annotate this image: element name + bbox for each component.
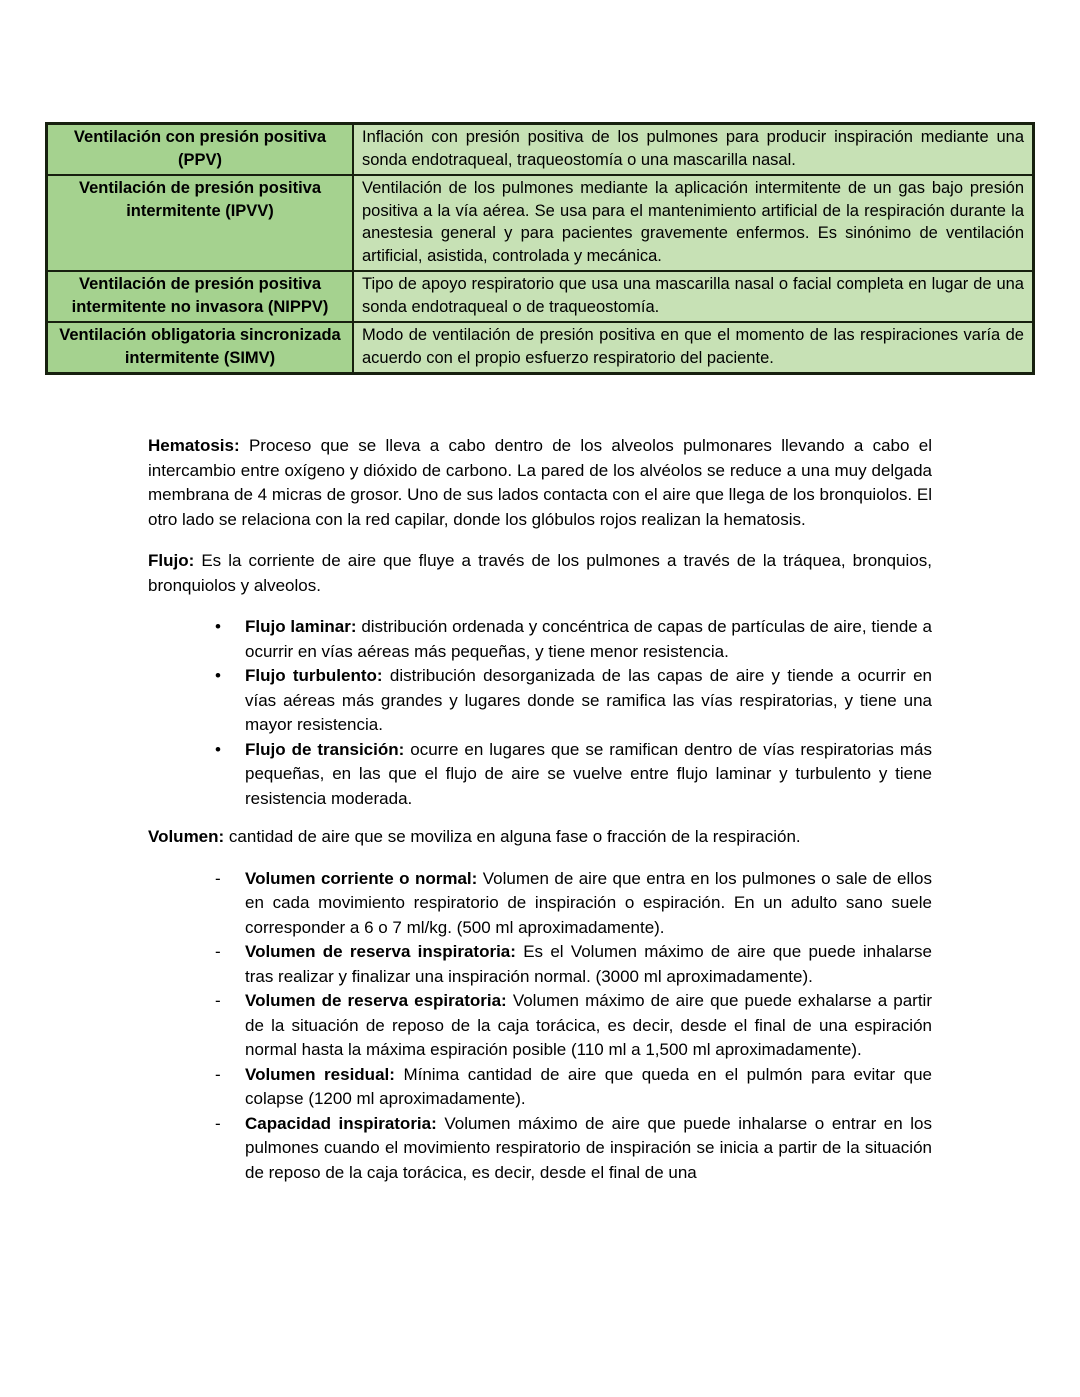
paragraph-text: cantidad de aire que se moviliza en alguna fase o fracción de la respiración. <box>228 827 801 846</box>
term-cell-nippv: Ventilación de presión positiva intermitente no invasora (NIPPV) <box>47 271 354 322</box>
term-label: Volumen de reserva inspiratoria: <box>245 942 516 961</box>
list-item-text <box>245 1112 932 1186</box>
list-item <box>148 664 932 738</box>
paragraph-flujo <box>148 549 932 598</box>
dash-marker: - <box>215 991 221 1010</box>
list-item-text <box>245 615 932 664</box>
list-item-text <box>245 664 932 738</box>
bullet-icon: • <box>215 739 221 759</box>
bullet-icon: • <box>215 666 221 685</box>
item-body: distribución ordenada y concéntrica de capas de partículas de aire, tiende a ocurrir en vías aéreas más pequeñas, y tiene menor resistencia. <box>245 617 932 661</box>
dash-marker: - <box>215 1113 221 1133</box>
term-cell-ipvv: Ventilación de presión positiva intermitente (IPVV) <box>47 175 354 271</box>
term-label: Flujo turbulento: <box>245 666 383 685</box>
term-label: Flujo de transición: <box>245 739 405 759</box>
ventilation-definitions-table <box>45 122 1035 375</box>
paragraph-text: Proceso que se lleva a cabo dentro de los alveolos pulmonares llevando a cabo el intercambio entre oxígeno y dióxido de carbono. La pared de los alvéolos se reduce a una muy delgada membrana de 4 micras de grosor. Uno de sus lados contacta con el aire que llega de los bronquiolos. El otro lado se relaciona con la red capilar, donde los glóbulos rojos realizan la hematosis. <box>148 436 932 529</box>
paragraph-hematosis <box>148 434 932 532</box>
dash-marker: - <box>215 942 221 961</box>
term-label: Volumen: <box>148 827 225 846</box>
list-item <box>148 1063 932 1112</box>
list-item <box>148 1112 932 1186</box>
list-item <box>148 615 932 664</box>
table-row <box>47 322 1034 374</box>
list-item-text <box>245 1063 932 1112</box>
term-label: Flujo laminar: <box>245 617 357 636</box>
definition-cell-ppv: Inflación con presión positiva de los pulmones para producir inspiración mediante una sonda endotraqueal, traqueostomía o una mascarilla nasal. <box>353 124 1034 176</box>
term-label: Hematosis: <box>148 436 240 455</box>
item-body: Volumen máximo de aire que puede inhalarse o entrar en los pulmones cuando el movimiento respiratorio de inspiración se inicia a partir de la situación de reposo de la caja torácica, es decir, desde el final de una <box>245 1113 932 1182</box>
table-row <box>47 175 1034 271</box>
body-text <box>148 434 932 1199</box>
item-body: Volumen de aire que entra en los pulmones o sale de ellos en cada movimiento respiratorio de inspiración o espiración. En un adulto sano suele corresponder a 6 o 7 ml/kg. (500 ml aproximadamente). <box>245 868 932 937</box>
list-item <box>148 989 932 1063</box>
list-item <box>148 738 932 812</box>
definition-cell-nippv: Tipo de apoyo respiratorio que usa una mascarilla nasal o facial completa en lugar de una sonda endotraqueal o de traqueostomía. <box>353 271 1034 322</box>
item-body: Volumen máximo de aire que puede exhalarse a partir de la situación de reposo de la caja torácica, es decir, desde el final de una espiración normal hasta la máxima espiración posible (110 ml a 1,500 ml aproximadamente). <box>245 991 932 1059</box>
list-item <box>148 867 932 941</box>
definition-cell-simv: Modo de ventilación de presión positiva en que el momento de las respiraciones varía de acuerdo con el propio esfuerzo respiratorio del paciente. <box>353 322 1034 374</box>
term-cell-simv: Ventilación obligatoria sincronizada intermitente (SIMV) <box>47 322 354 374</box>
dash-marker: - <box>215 1064 221 1084</box>
list-item-text <box>245 867 932 941</box>
item-body: Es el Volumen máximo de aire que puede inhalarse tras realizar y finalizar una inspiración normal. (3000 ml aproximadamente). <box>245 942 932 986</box>
term-label: Volumen corriente o normal: <box>245 868 478 888</box>
list-item-text <box>245 989 932 1063</box>
item-body: distribución desorganizada de las capas de aire y tiende a ocurrir en vías aéreas más grandes y lugares donde se ramifica las vías respiratorias, y tiene una mayor resistencia. <box>245 666 932 734</box>
list-item <box>148 940 932 989</box>
list-item-text <box>245 940 932 989</box>
table-row <box>47 271 1034 322</box>
dash-marker: - <box>215 868 221 888</box>
item-body: ocurre en lugares que se ramifican dentro de vías respiratorias más pequeñas, en las que el flujo de aire se vuelve entre flujo laminar y turbulento y tiene resistencia moderada. <box>245 739 932 808</box>
paragraph-volumen <box>148 825 932 850</box>
item-body: Mínima cantidad de aire que queda en el pulmón para evitar que colapse (1200 ml aproximadamente). <box>245 1064 932 1108</box>
volumen-types-list <box>148 867 932 1186</box>
term-label: Volumen de reserva espiratoria: <box>245 991 507 1010</box>
definition-cell-ipvv: Ventilación de los pulmones mediante la aplicación intermitente de un gas bajo presión positiva a la vía aérea. Se usa para el mantenimiento artificial de la respiración durante la anestesia general y para pacientes gravemente enfermos. Es sinónimo de ventilación artificial, asistida, controlada y mecánica. <box>353 175 1034 271</box>
term-label: Volumen residual: <box>245 1064 395 1084</box>
list-item-text <box>245 738 932 812</box>
paragraph-text: Es la corriente de aire que fluye a través de los pulmones a través de la tráquea, bronquios, bronquiolos y alveolos. <box>148 551 932 595</box>
flujo-types-list <box>148 615 932 811</box>
bullet-icon: • <box>215 617 221 636</box>
term-label: Capacidad inspiratoria: <box>245 1113 437 1133</box>
table-row <box>47 124 1034 176</box>
term-label: Flujo: <box>148 551 195 570</box>
term-cell-ppv: Ventilación con presión positiva (PPV) <box>47 124 354 176</box>
